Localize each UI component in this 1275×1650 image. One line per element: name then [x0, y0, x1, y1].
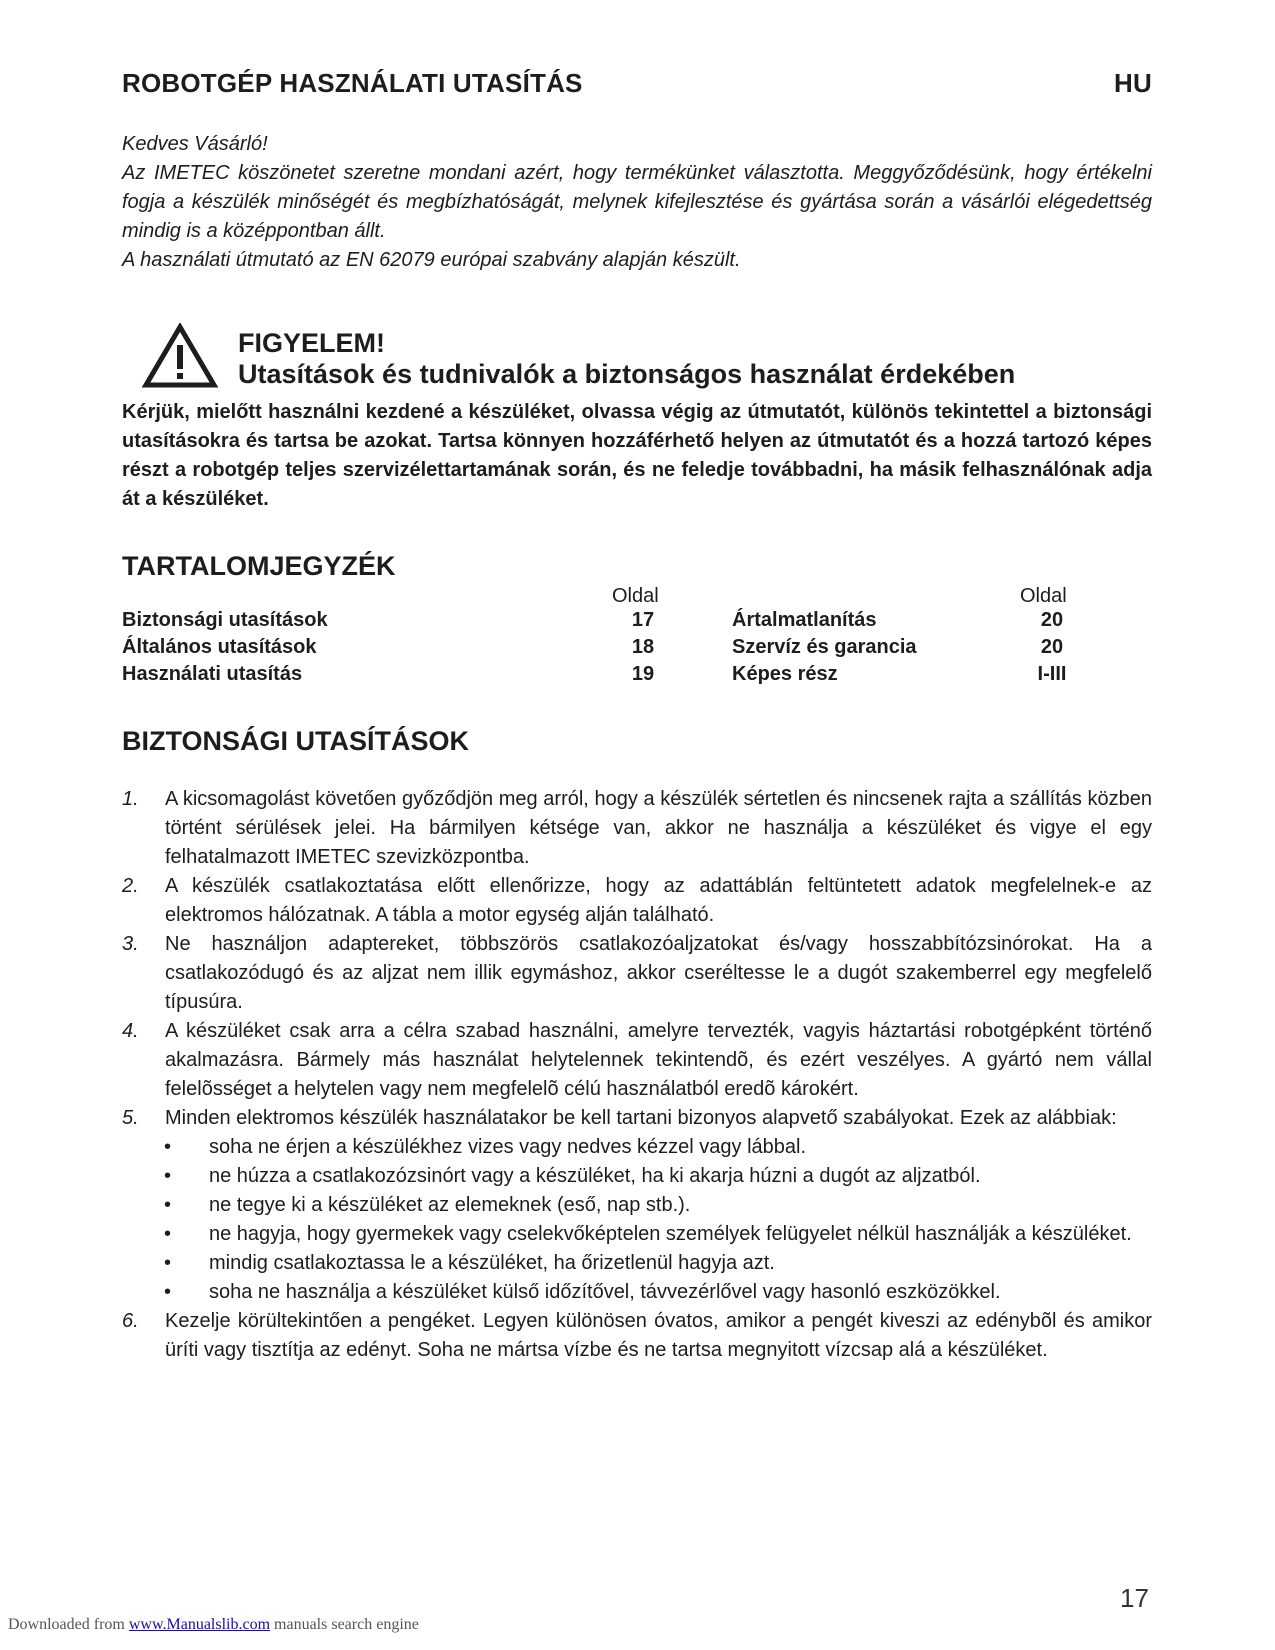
toc-entry-label: Használati utasítás — [122, 663, 303, 685]
bullet-icon: • — [164, 1194, 172, 1216]
toc-entry-label: Képes rész — [732, 663, 838, 685]
bullet-item — [122, 1191, 1152, 1220]
list-item-text: Kezelje körültekintően a pengéket. Legyen különösen óvatos, amikor a pengét kiveszi az edénybõl és amikor üríti vagy tisztítja az edényt. Soha ne mártsa vízbe és ne tartsa megnyitott vízcsap alá a készüléket. — [165, 1310, 1152, 1361]
list-item-text: A készüléket csak arra a célra szabad használni, amelyre tervezték, vagyis háztartási robotgépként történő akalmazásra. Bármely más használat helytelennek tekintendõ, és ezért veszélyes. A gyártó nem vállal felelõsséget a helytelen vagy nem megfelelõ célú használatból eredõ károkért. — [165, 1020, 1152, 1100]
bullet-icon: • — [164, 1252, 172, 1274]
list-item-text: Ne használjon adaptereket, többszörös csatlakozóaljzatokat és/vagy hosszabbítózsinórokat. Ha a csatlakozódugó és az aljzat nem illik egymáshoz, akkor cseréltesse le a dugót szakemberrel egy megfelelő típusúra. — [165, 933, 1152, 1013]
bullet-item-text: soha ne használja a készüléket külső időzítővel, távvezérlővel vagy hasonló eszközökkel. — [209, 1281, 1001, 1303]
toc-row — [122, 636, 1152, 663]
toc-row — [122, 609, 1152, 636]
intro-greeting: Kedves Vásárló! — [122, 133, 268, 155]
bullet-item-text: ne húzza a csatlakozózsinórt vagy a készüléket, ha ki akarja húzni a dugót az aljzatból. — [209, 1165, 981, 1187]
toc-entry-page: 18 — [631, 636, 655, 658]
bullet-icon: • — [164, 1136, 172, 1158]
list-item-text: A készülék csatlakoztatása előtt ellenőrizze, hogy az adattáblán feltüntetett adatok megfelelnek-e az elektromos hálózatnak. A tábla a motor egység alján található. — [165, 875, 1152, 926]
list-item-number: 5. — [122, 1107, 139, 1129]
bullet-item — [122, 1278, 1152, 1307]
toc-entry-page: 19 — [631, 663, 655, 685]
intro-standard: A használati útmutató az EN 62079 európai szabvány alapján készült. — [122, 249, 741, 271]
language-code: HU — [1114, 68, 1152, 98]
download-footer — [8, 1616, 419, 1634]
list-item-number: 1. — [122, 788, 139, 810]
bullet-item — [122, 1249, 1152, 1278]
toc-entry-label: Ártalmatlanítás — [732, 609, 877, 631]
toc-entry-page: 20 — [1040, 636, 1064, 658]
bullet-item-text: soha ne érjen a készülékhez vizes vagy nedves kézzel vagy lábbal. — [209, 1136, 807, 1158]
list-item-number: 6. — [122, 1310, 139, 1332]
toc-title: TARTALOMJEGYZÉK — [122, 551, 396, 581]
warning-title: FIGYELEM! — [238, 328, 385, 358]
bullet-item — [122, 1220, 1152, 1249]
bullet-icon: • — [164, 1223, 172, 1245]
list-item — [122, 785, 1152, 872]
bullet-icon: • — [164, 1281, 172, 1303]
bullet-item — [122, 1133, 1152, 1162]
safety-instructions-list — [122, 785, 1152, 1365]
safety-section-title: BIZTONSÁGI UTASÍTÁSOK — [122, 726, 470, 756]
list-item-number: 4. — [122, 1020, 139, 1042]
list-item-number: 3. — [122, 933, 139, 955]
toc-page-header-right: Oldal — [1020, 585, 1067, 607]
bullet-item-text: ne tegye ki a készüléket az elemeknek (eső, nap stb.). — [209, 1194, 691, 1216]
list-item — [122, 1307, 1152, 1365]
list-item — [122, 1104, 1152, 1133]
manualslib-link[interactable]: www.Manualslib.com — [128, 1616, 271, 1633]
toc-entry-page: 20 — [1040, 609, 1064, 631]
list-item — [122, 930, 1152, 1017]
document-title: ROBOTGÉP HASZNÁLATI UTASÍTÁS — [122, 68, 583, 98]
warning-triangle-icon — [142, 323, 218, 389]
warning-body: Kérjük, mielőtt használni kezdené a készüléket, olvassa végig az útmutatót, különös tekintettel a biztonsági utasításokra és tartsa be azokat. Tartsa könnyen hozzáférhető helyen az útmutatót és a hozzá tartozó képes részt a robotgép teljes szervizélettartamának során, és ne feledje továbbadni, ha másik felhasználónak adja át a készüléket. — [122, 401, 1152, 510]
toc-entry-page: I-III — [1037, 663, 1067, 685]
toc-row — [122, 663, 1152, 690]
toc-page-header-left: Oldal — [612, 585, 659, 607]
bullet-icon: • — [164, 1165, 172, 1187]
toc-entry-label: Szervíz és garancia — [732, 636, 917, 658]
list-item-text: Minden elektromos készülék használatakor be kell tartani bizonyos alapvető szabályokat. Ezek az alábbiak: — [165, 1107, 1117, 1129]
bullet-item-text: ne hagyja, hogy gyermekek vagy cselekvőképtelen személyek felügyelet nélkül használják a készüléket. — [209, 1223, 1132, 1245]
warning-subtitle: Utasítások és tudnivalók a biztonságos használat érdekében — [238, 359, 1016, 389]
bullet-item-text: mindig csatlakoztassa le a készüléket, ha őrizetlenül hagyja azt. — [209, 1252, 775, 1274]
bullet-item — [122, 1162, 1152, 1191]
toc-entry-label: Általános utasítások — [122, 636, 317, 658]
footer-suffix: manuals search engine — [270, 1616, 419, 1633]
toc-entry-label: Biztonsági utasítások — [122, 609, 328, 631]
intro-text — [122, 130, 1152, 275]
page-header — [122, 68, 1152, 99]
list-item — [122, 1017, 1152, 1104]
list-item — [122, 872, 1152, 930]
toc-entry-page: 17 — [631, 609, 655, 631]
intro-thanks: Az IMETEC köszönetet szeretne mondani azért, hogy termékünket választotta. Meggyőződésünk, hogy értékelni fogja a készülék minőségét és megbízhatóságát, melynek kifejlesztése és gyártása során a vásárlói elégedettség mindig is a középpontban állt. — [122, 162, 1152, 242]
list-item-text: A kicsomagolást követően győződjön meg arról, hogy a készülék sértetlen és nincsenek rajta a szállítás közben történt sérülések jelei. Ha bármilyen kétsége van, akkor ne használja a készüléket és vigye el egy felhatalmazott IMETEC szevizközpontba. — [165, 788, 1152, 868]
list-item-number: 2. — [122, 875, 139, 897]
footer-prefix: Downloaded from — [8, 1616, 129, 1633]
page-number: 17 — [1120, 1583, 1149, 1613]
